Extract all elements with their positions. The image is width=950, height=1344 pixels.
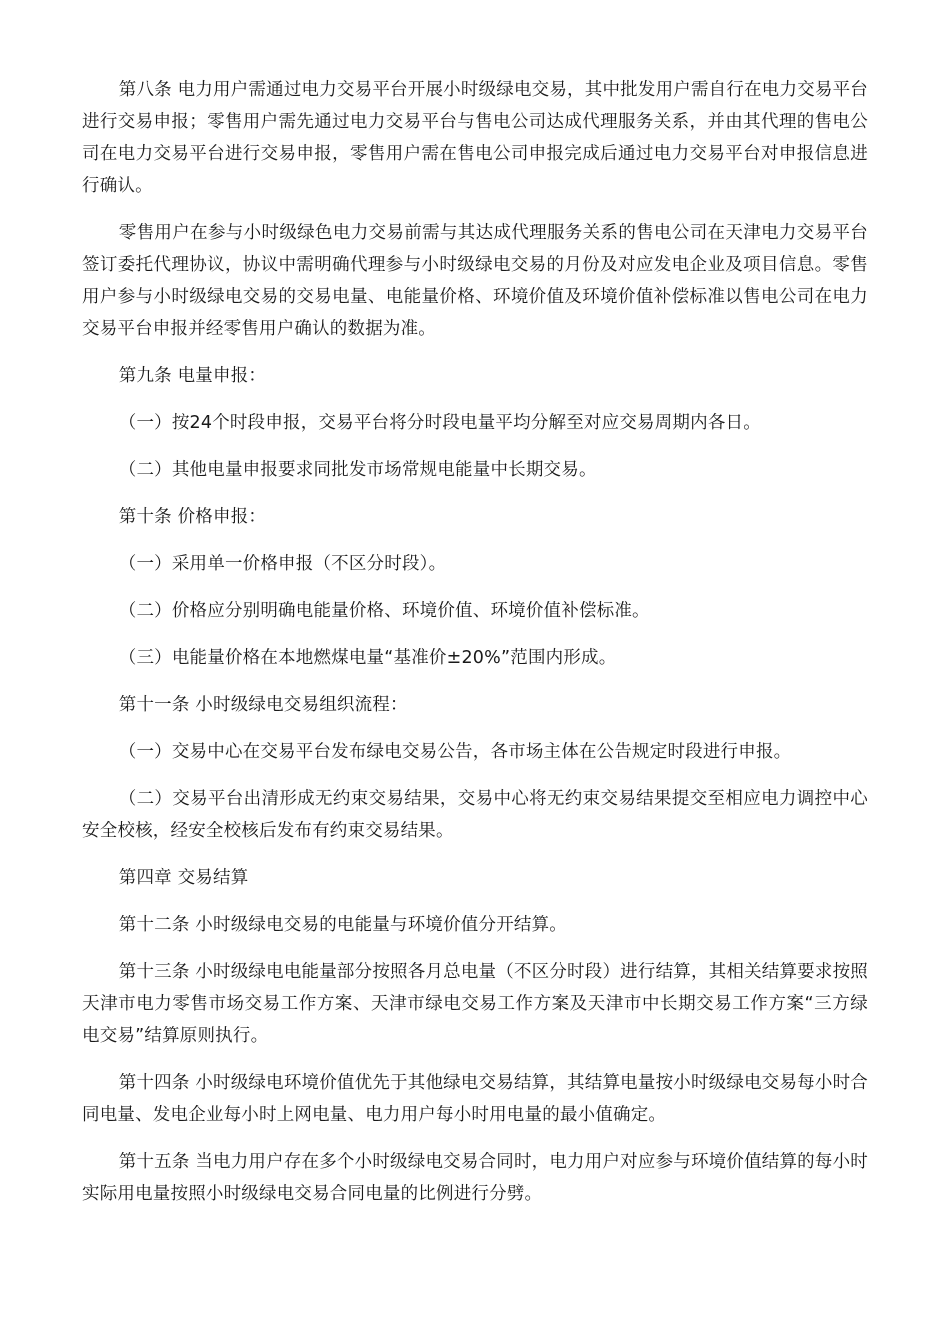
article-11-heading: 第十一条 小时级绿电交易组织流程： xyxy=(118,695,408,715)
article-8-paragraph: 第八条 电力用户需通过电力交易平台开展小时级绿电交易，其中批发用户需自行在电力交易平台进行交易申报；零售用户需先通过电力交易平台与售电公司达成代理服务关系，并由其代理的售电公司在电力交易平台进行交易申报，零售用户需在售电公司申报完成后通过电力交易平台对申报信息进行确认。 xyxy=(82,80,868,196)
article-9-item-1: （一）按24个时段申报，交易平台将分时段电量平均分解至对应交易周期内各日。 xyxy=(118,413,761,433)
article-10-item-2: （二）价格应分别明确电能量价格、环境价值、环境价值补偿标准。 xyxy=(118,601,650,621)
retail-user-paragraph: 零售用户在参与小时级绿色电力交易前需与其达成代理服务关系的售电公司在天津电力交易平台签订委托代理协议，协议中需明确代理参与小时级绿电交易的月份及对应发电企业及项目信息。零售用户参与小时级绿电交易的交易电量、电能量价格、环境价值及环境价值补偿标准以售电公司在电力交易平台申报并经零售用户确认的数据为准。 xyxy=(82,223,868,339)
article-10-heading: 第十条 价格申报： xyxy=(118,507,267,527)
article-13-paragraph: 第十三条 小时级绿电电能量部分按照各月总电量（不区分时段）进行结算，其相关结算要求按照天津市电力零售市场交易工作方案、天津市绿电交易工作方案及天津市中长期交易工作方案“三方绿电交易”结算原则执行。 xyxy=(82,962,868,1046)
chapter-4-heading: 第四章 交易结算 xyxy=(118,868,249,888)
article-9-item-2: （二）其他电量申报要求同批发市场常规电能量中长期交易。 xyxy=(118,460,597,480)
article-11-item-2: （二）交易平台出清形成无约束交易结果，交易中心将无约束交易结果提交至相应电力调控中心安全校核，经安全校核后发布有约束交易结果。 xyxy=(82,789,868,841)
article-15-paragraph: 第十五条 当电力用户存在多个小时级绿电交易合同时，电力用户对应参与环境价值结算的每小时实际用电量按照小时级绿电交易合同电量的比例进行分劈。 xyxy=(82,1152,868,1204)
article-11-item-1: （一）交易中心在交易平台发布绿电交易公告，各市场主体在公告规定时段进行申报。 xyxy=(118,742,792,762)
article-9-heading: 第九条 电量申报： xyxy=(118,366,267,386)
article-12-paragraph: 第十二条 小时级绿电交易的电能量与环境价值分开结算。 xyxy=(118,915,568,935)
document-page xyxy=(82,74,868,1225)
article-10-item-1: （一）采用单一价格申报（不区分时段）。 xyxy=(118,554,447,574)
article-14-paragraph: 第十四条 小时级绿电环境价值优先于其他绿电交易结算，其结算电量按小时级绿电交易每小时合同电量、发电企业每小时上网电量、电力用户每小时用电量的最小值确定。 xyxy=(82,1073,868,1125)
article-10-item-3: （三）电能量价格在本地燃煤电量“基准价±20%”范围内形成。 xyxy=(118,648,617,668)
